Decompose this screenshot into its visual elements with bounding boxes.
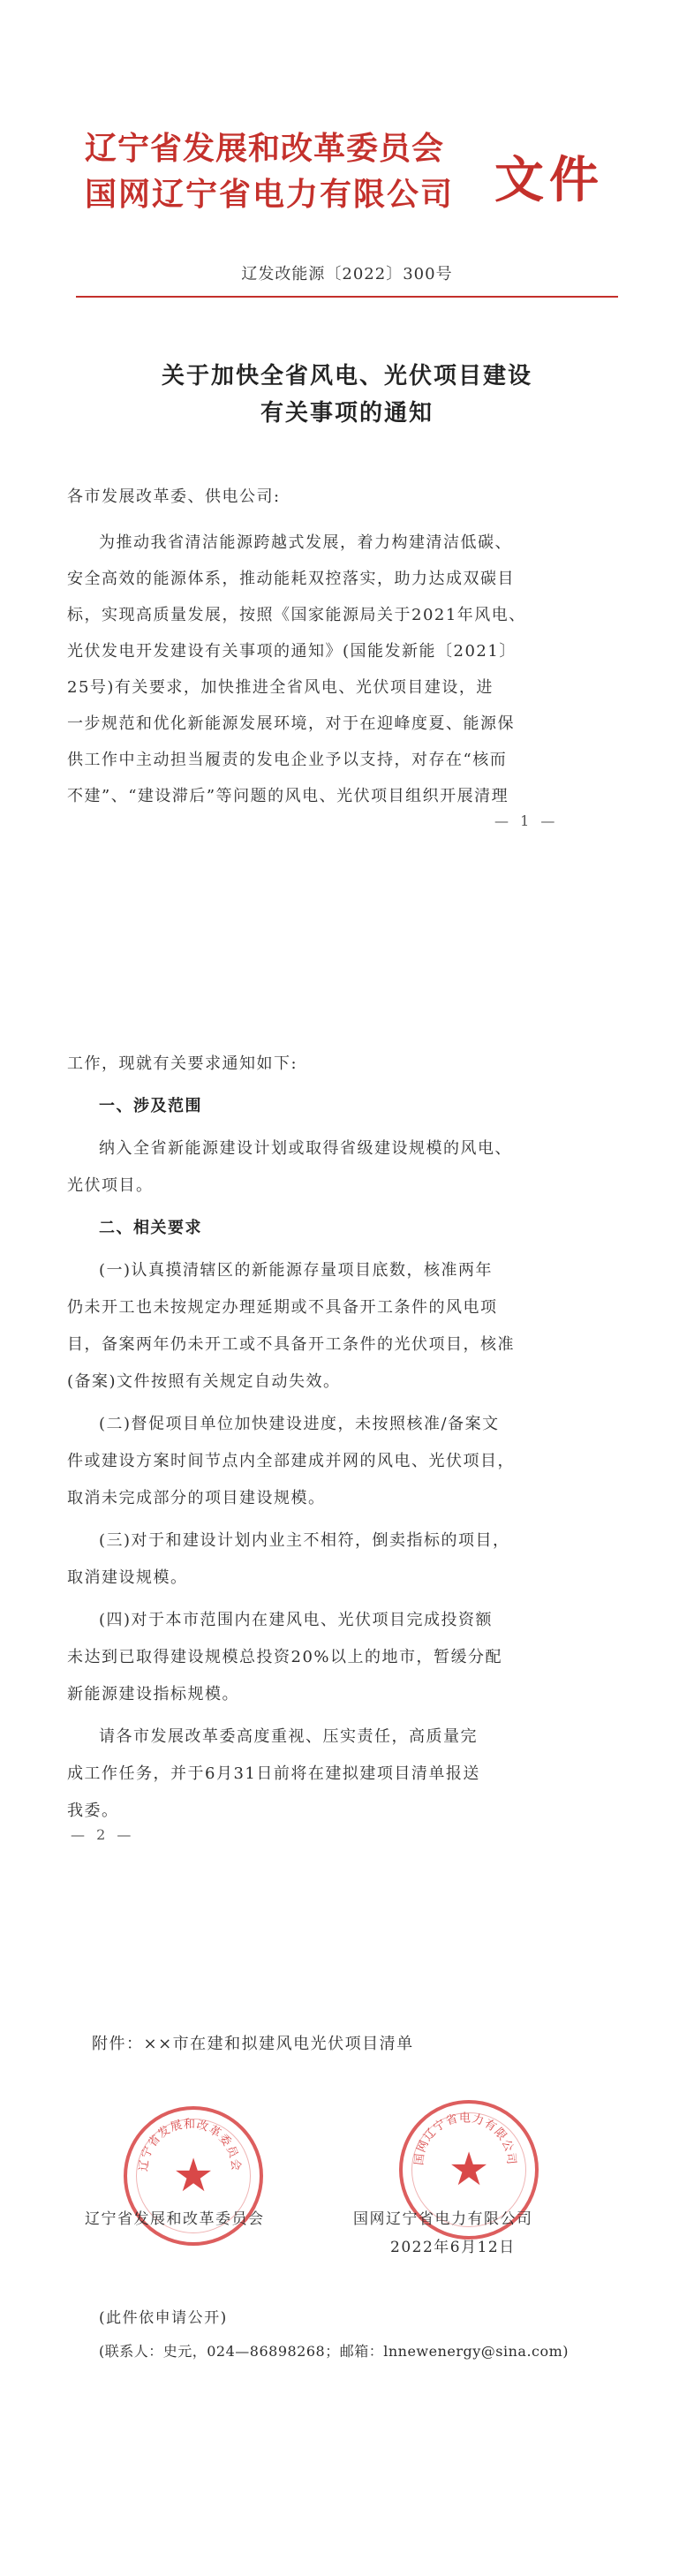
signatory-right: 国网辽宁省电力有限公司 <box>353 2210 533 2228</box>
issuer-org-2: 国网辽宁省电力有限公司 <box>85 176 455 213</box>
body-line: 取消未完成部分的项目建设规模。 <box>67 1489 326 1507</box>
body-line: 供工作中主动担当履责的发电企业予以支持，对存在“核而 <box>67 751 508 769</box>
red-divider <box>76 296 618 298</box>
document-title-line-1: 关于加快全省风电、光伏项目建设 <box>161 363 532 389</box>
body-line: (一)认真摸清辖区的新能源存量项目底数，核准两年 <box>99 1261 494 1280</box>
star-icon: ★ <box>448 2143 490 2196</box>
section-heading: 一、涉及范围 <box>99 1097 202 1115</box>
document-number: 辽发改能源〔2022〕300号 <box>241 265 453 283</box>
page-2 <box>0 1051 694 1846</box>
body-line: 不建”、“建设滞后”等问题的风电、光伏项目组织开展清理 <box>67 787 509 805</box>
document-title-line-2: 有关事项的通知 <box>260 400 434 427</box>
body-line: 仍未开工也未按规定办理延期或不具备开工条件的风电项 <box>67 1298 498 1317</box>
seal-text: 辽宁省发展和改革委员会 <box>137 2118 243 2172</box>
body-line: (备案)文件按照有关规定自动失效。 <box>67 1372 341 1391</box>
body-line: 未达到已取得建设规模总投资20%以上的地市，暂缓分配 <box>67 1648 503 1666</box>
page-number: — 1 — <box>494 812 559 829</box>
seal-text: 国网辽宁省电力有限公司 <box>412 2111 518 2166</box>
body-line: (四)对于本市范围内在建风电、光伏项目完成投资额 <box>99 1611 494 1629</box>
body-line: 标，实现高质量发展，按照《国家能源局关于2021年风电、 <box>67 606 526 624</box>
page-number: — 2 — <box>71 1826 135 1843</box>
issuer-org-1: 辽宁省发展和改革委员会 <box>85 130 445 167</box>
body-line: 25号)有关要求，加快推进全省风电、光伏项目建设，进 <box>67 678 494 697</box>
body-line: 安全高效的能源体系，推动能耗双控落实，助力达成双碳目 <box>67 570 515 588</box>
body-line: 目，备案两年仍未开工或不具备开工条件的光伏项目，核准 <box>67 1335 515 1354</box>
attachment-line: 附件：××市在建和拟建风电光伏项目清单 <box>92 2035 414 2053</box>
body-line: 一步规范和优化新能源发展环境，对于在迎峰度夏、能源保 <box>67 714 515 733</box>
body-line: 取消建设规模。 <box>67 1568 188 1587</box>
body-line: 成工作任务，并于6月31日前将在建拟建项目清单报送 <box>67 1764 480 1783</box>
contact-line: (联系人：史元，024—86898268；邮箱：lnnewenergy@sina.com) <box>99 2343 570 2360</box>
document-label: 文件 <box>494 151 604 209</box>
star-icon: ★ <box>172 2149 215 2202</box>
body-line: 光伏发电开发建设有关事项的通知》(国能发新能〔2021〕 <box>67 642 517 661</box>
disclosure-note: (此件依申请公开) <box>99 2309 228 2327</box>
issue-date: 2022年6月12日 <box>390 2239 516 2256</box>
salutation: 各市发展改革委、供电公司: <box>67 487 281 506</box>
section-heading: 二、相关要求 <box>99 1219 202 1237</box>
body-line: 件或建设方案时间节点内全部建成并网的风电、光伏项目， <box>67 1452 515 1470</box>
body-line: 光伏项目。 <box>67 1176 154 1195</box>
body-line: 工作，现就有关要求通知如下: <box>67 1054 298 1073</box>
body-line: 纳入全省新能源建设计划或取得省级建设规模的风电、 <box>99 1139 512 1158</box>
page-3 <box>0 2013 694 2576</box>
body-line: 请各市发展改革委高度重视、压实责任，高质量完 <box>99 1727 478 1746</box>
body-line: 为推动我省清洁能源跨越式发展，着力构建清洁低碳、 <box>99 533 512 552</box>
body-line: (二)督促项目单位加快建设进度，未按照核准/备案文 <box>99 1415 500 1433</box>
body-line: 我委。 <box>67 1802 119 1820</box>
signatory-left: 辽宁省发展和改革委员会 <box>85 2210 265 2228</box>
body-line: 新能源建设指标规模。 <box>67 1685 239 1703</box>
body-line: (三)对于和建设计划内业主不相符，倒卖指标的项目， <box>99 1531 510 1550</box>
page-1 <box>0 0 694 830</box>
